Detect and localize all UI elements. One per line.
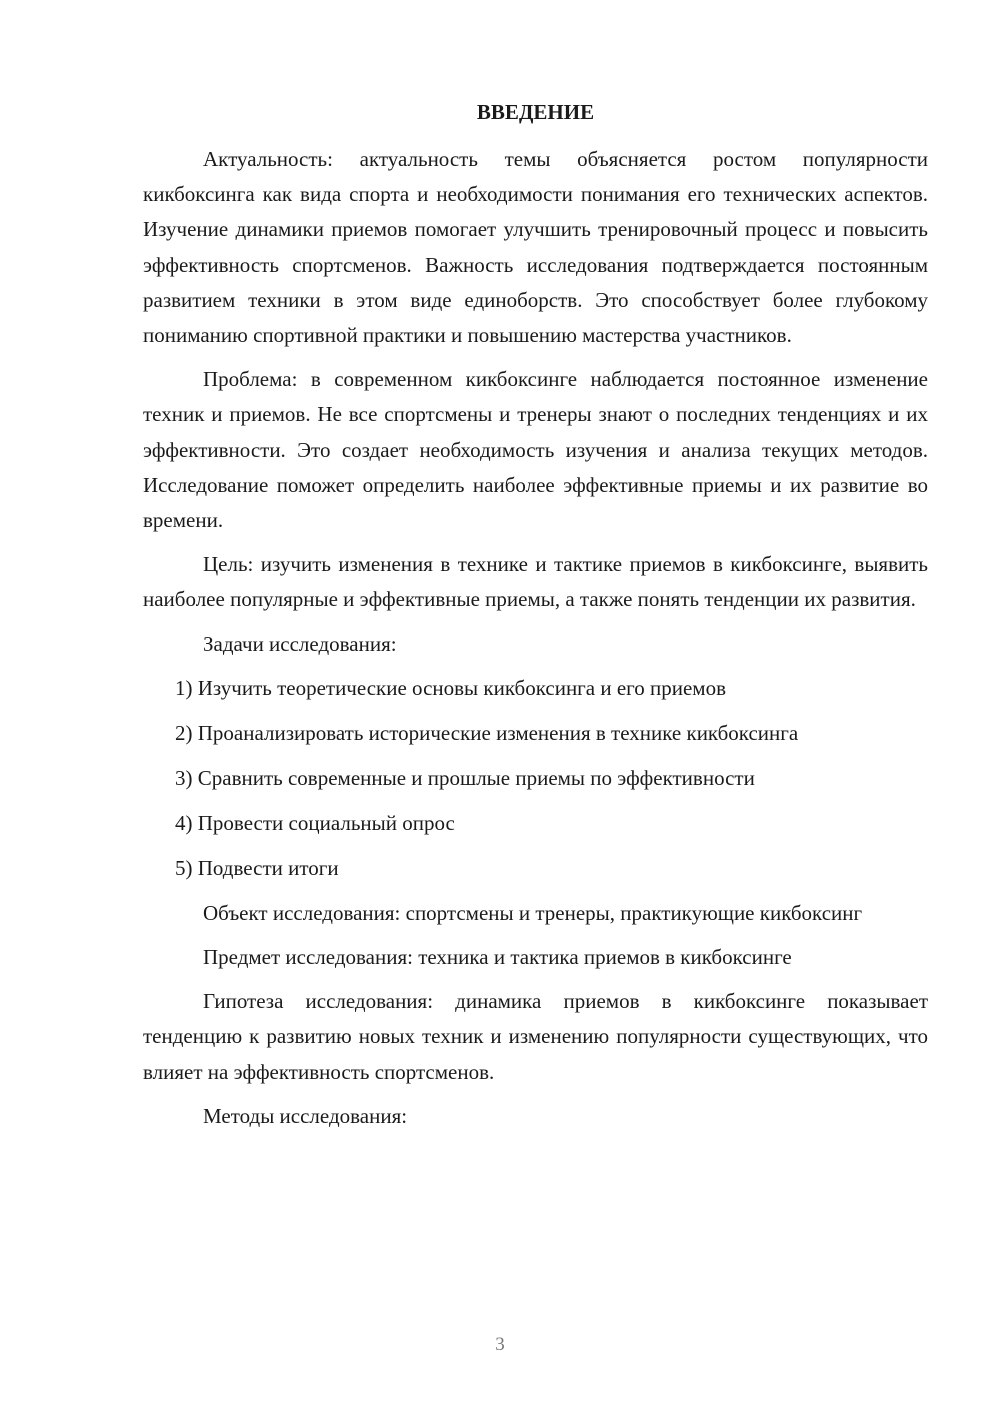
page-title: ВВЕДЕНИЕ [476, 100, 595, 124]
list-item: 2) Проанализировать исторические изменения в технике кикбоксинга [175, 720, 799, 745]
problem-paragraph: Проблема: в современном кикбоксинге наблюдается постоянное изменение техник и приемов. Не все спортсмены и тренеры знают о последних тенденциях и их эффективности. Это создает необходимость изучения и анализа текущих методов. Исследование поможет определить наиболее эффективные приемы и их развитие во времени. [143, 367, 928, 533]
list-item: 5) Подвести итоги [175, 855, 339, 880]
object-paragraph: Объект исследования: спортсмены и тренеры, практикующие кикбоксинг [203, 900, 863, 925]
methods-heading: Методы исследования: [203, 1103, 408, 1128]
hypothesis-paragraph: Гипотеза исследования: динамика приемов в кикбоксинге показывает тенденцию к развитию новых техник и изменению популярности существующих, что влияет на эффективность спортсменов. [143, 989, 928, 1084]
goal-paragraph: Цель: изучить изменения в технике и тактике приемов в кикбоксинге, выявить наиболее популярные и эффективные приемы, а также понять тенденции их развития. [143, 552, 928, 612]
tasks-heading: Задачи исследования: [203, 631, 397, 656]
relevance-paragraph: Актуальность: актуальность темы объясняется ростом популярности кикбоксинга как вида спорта и необходимости понимания его технических аспектов. Изучение динамики приемов помогает улучшить тренировочный процесс и повысить эффективность спортсменов. Важность исследования подтверждается постоянным развитием техники в этом виде единоборств. Это способствует более глубокому пониманию спортивной практики и повышению мастерства участников. [143, 147, 928, 348]
list-item: 4) Провести социальный опрос [175, 810, 455, 835]
subject-paragraph: Предмет исследования: техника и тактика приемов в кикбоксинге [203, 945, 792, 970]
list-item: 1) Изучить теоретические основы кикбоксинга и его приемов [175, 675, 727, 700]
list-item: 3) Сравнить современные и прошлые приемы по эффективности [175, 765, 755, 790]
document-body [143, 142, 928, 1143]
page-number: 3 [495, 1334, 505, 1355]
tasks-list [143, 671, 928, 886]
